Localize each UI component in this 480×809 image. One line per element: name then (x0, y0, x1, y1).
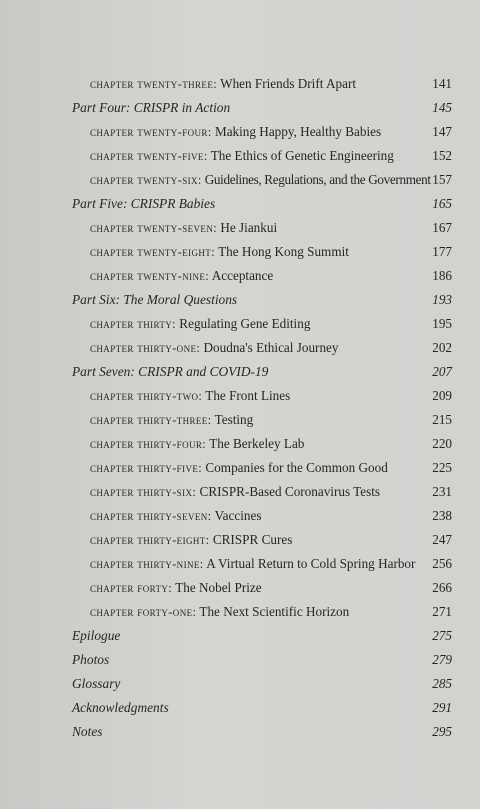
page-number: 285 (432, 676, 452, 691)
chapter-label: chapter twenty-six: (90, 173, 202, 187)
chapter-label: chapter thirty-four: (90, 437, 207, 451)
toc-entry-title (72, 604, 349, 619)
page-number: 225 (432, 460, 452, 475)
chapter-title: He Jiankui (220, 220, 278, 235)
chapter-title: The Next Scientific Horizon (199, 604, 350, 619)
toc-entry-title (72, 532, 292, 547)
toc-entry-title (72, 556, 415, 571)
page-number: 295 (432, 724, 452, 739)
toc-entry-title (72, 148, 394, 163)
chapter-title: The Hong Kong Summit (218, 244, 349, 259)
toc-chapter-entry (72, 168, 452, 192)
toc-chapter-entry (72, 456, 452, 480)
toc-chapter-entry (72, 480, 452, 504)
toc-part-entry (72, 96, 452, 120)
toc-chapter-entry (72, 72, 452, 96)
chapter-title: Vaccines (214, 508, 262, 523)
toc-chapter-entry (72, 312, 452, 336)
chapter-label: chapter forty: (90, 581, 173, 595)
toc-chapter-entry (72, 600, 452, 624)
chapter-title: Testing (214, 412, 254, 427)
chapter-title: Doudna's Ethical Journey (203, 340, 339, 355)
chapter-label: chapter twenty-seven: (90, 221, 218, 235)
page-number: 238 (432, 508, 452, 523)
toc-part-entry (72, 288, 452, 312)
toc-entry-title: Notes (72, 724, 103, 739)
page-number: 291 (432, 700, 452, 715)
chapter-label: chapter thirty-two: (90, 389, 203, 403)
chapter-label: chapter thirty-one: (90, 341, 201, 355)
chapter-title: Guidelines, Regulations, and the Government (204, 172, 431, 187)
chapter-label: chapter twenty-five: (90, 149, 208, 163)
toc-entry-title (72, 388, 290, 403)
toc-chapter-entry (72, 528, 452, 552)
page-number: 157 (432, 172, 452, 187)
page-number: 256 (432, 556, 452, 571)
chapter-title: A Virtual Return to Cold Spring Harbor (206, 556, 416, 571)
toc-chapter-entry (72, 432, 452, 456)
page-number: 165 (432, 196, 452, 211)
page-number: 215 (432, 412, 452, 427)
page-number: 167 (432, 220, 452, 235)
page-number: 186 (432, 268, 452, 283)
page-number: 202 (432, 340, 452, 355)
page-number: 279 (432, 652, 452, 667)
toc-entry-title (72, 460, 388, 475)
chapter-title: The Berkeley Lab (209, 436, 305, 451)
page-number: 209 (432, 388, 452, 403)
toc-chapter-entry (72, 144, 452, 168)
toc-chapter-entry (72, 576, 452, 600)
chapter-label: chapter thirty-seven: (90, 509, 212, 523)
chapter-label: chapter twenty-eight: (90, 245, 216, 259)
toc-entry-title (72, 340, 338, 355)
toc-entry-title (72, 76, 356, 91)
table-of-contents (72, 72, 452, 744)
chapter-title: Companies for the Common Good (205, 460, 388, 475)
toc-chapter-entry (72, 336, 452, 360)
page-number: 220 (432, 436, 452, 451)
toc-chapter-entry (72, 384, 452, 408)
chapter-label: chapter twenty-three: (90, 77, 218, 91)
page-number: 195 (432, 316, 452, 331)
toc-entry-title (72, 436, 304, 451)
toc-entry-title: Photos (72, 652, 110, 667)
chapter-label: chapter thirty-five: (90, 461, 203, 475)
page-number: 231 (432, 484, 452, 499)
page-number: 266 (432, 580, 452, 595)
chapter-label: chapter twenty-four: (90, 125, 212, 139)
chapter-title: Regulating Gene Editing (179, 316, 311, 331)
chapter-title: Acceptance (211, 268, 274, 283)
toc-entry-title (72, 172, 431, 187)
chapter-label: chapter thirty-eight: (90, 533, 210, 547)
toc-chapter-entry (72, 264, 452, 288)
page-number: 207 (432, 364, 452, 379)
chapter-title: The Front Lines (205, 388, 291, 403)
chapter-title: The Ethics of Genetic Engineering (210, 148, 394, 163)
toc-entry-title (72, 580, 262, 595)
chapter-label: chapter twenty-nine: (90, 269, 210, 283)
toc-entry-title (72, 220, 277, 235)
toc-entry-title: Part Five: CRISPR Babies (72, 196, 216, 211)
toc-chapter-entry (72, 552, 452, 576)
page-number: 271 (432, 604, 452, 619)
toc-chapter-entry (72, 120, 452, 144)
toc-entry-title: Part Seven: CRISPR and COVID-19 (72, 364, 269, 379)
page-number: 247 (432, 532, 452, 547)
toc-chapter-entry (72, 408, 452, 432)
toc-entry-title (72, 508, 261, 523)
toc-entry-title (72, 124, 381, 139)
chapter-title: When Friends Drift Apart (220, 76, 356, 91)
toc-part-entry (72, 360, 452, 384)
toc-entry-title (72, 244, 349, 259)
chapter-title: CRISPR-Based Coronavirus Tests (199, 484, 381, 499)
chapter-label: chapter thirty: (90, 317, 176, 331)
toc-chapter-entry (72, 504, 452, 528)
toc-entry-title (72, 412, 253, 427)
chapter-title: The Nobel Prize (175, 580, 262, 595)
page-number: 145 (432, 100, 452, 115)
toc-entry-title (72, 484, 380, 499)
toc-entry-title: Part Four: CRISPR in Action (72, 100, 231, 115)
toc-entry-title (72, 268, 273, 283)
chapter-label: chapter thirty-six: (90, 485, 197, 499)
toc-part-entry (72, 624, 452, 648)
page-number: 141 (432, 76, 452, 91)
toc-entry-title: Part Six: The Moral Questions (72, 292, 238, 307)
toc-chapter-entry (72, 216, 452, 240)
page-number: 177 (432, 244, 452, 259)
toc-chapter-entry (72, 240, 452, 264)
page-number: 275 (432, 628, 452, 643)
toc-entry-title (72, 316, 310, 331)
toc-entry-title: Epilogue (72, 628, 121, 643)
chapter-label: chapter thirty-three: (90, 413, 212, 427)
chapter-label: chapter forty-one: (90, 605, 197, 619)
toc-part-entry (72, 192, 452, 216)
toc-part-entry (72, 720, 452, 744)
toc-part-entry (72, 696, 452, 720)
toc-entry-title: Acknowledgments (72, 700, 169, 715)
page-number: 193 (432, 292, 452, 307)
toc-part-entry (72, 648, 452, 672)
chapter-title: CRISPR Cures (212, 532, 293, 547)
toc-part-entry (72, 672, 452, 696)
page-number: 152 (432, 148, 452, 163)
chapter-label: chapter thirty-nine: (90, 557, 204, 571)
page-number: 147 (432, 124, 452, 139)
chapter-title: Making Happy, Healthy Babies (214, 124, 382, 139)
toc-entry-title: Glossary (72, 676, 121, 691)
